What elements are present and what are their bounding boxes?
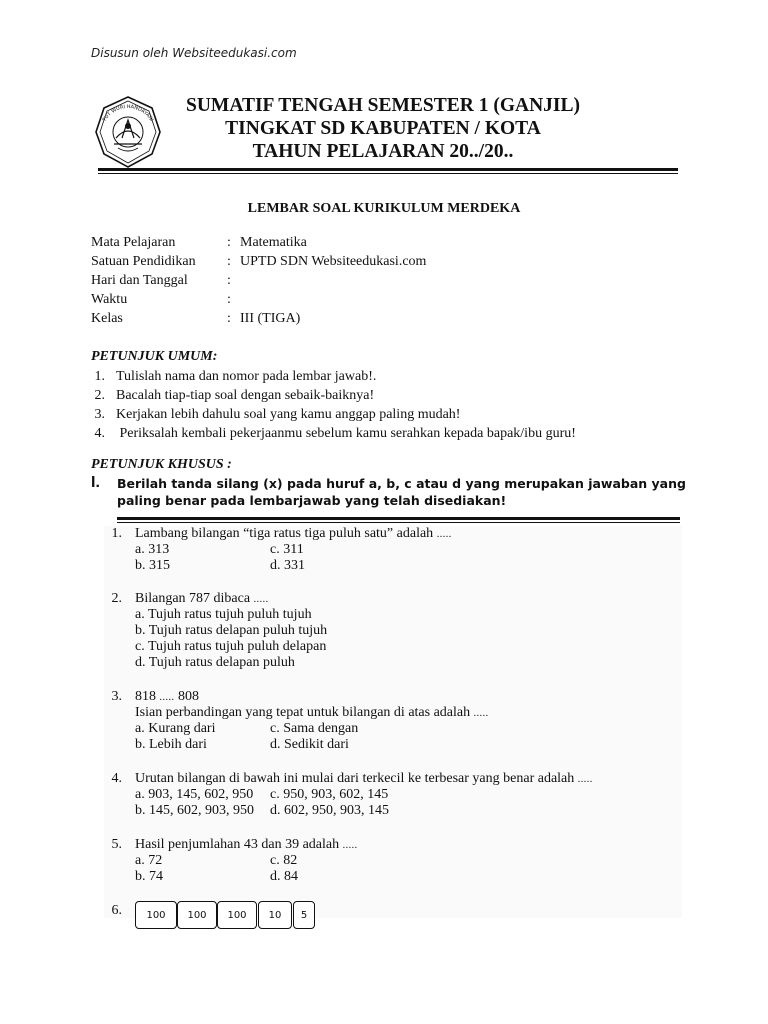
info-value: UPTD SDN Websiteedukasi.com	[240, 254, 427, 269]
special-instructions-heading: PETUNJUK KHUSUS :	[91, 457, 232, 472]
option-c[interactable]: c. Sama dengan	[270, 721, 359, 736]
option-d[interactable]: d. Sedikit dari	[270, 737, 349, 752]
option-c[interactable]: c. 950, 903, 602, 145	[270, 787, 389, 802]
document-credit: Disusun oleh Websiteedukasi.com	[91, 46, 297, 60]
question-number: 6.	[111, 903, 122, 918]
question-text: 818 ..... 808	[135, 689, 199, 704]
question-text: Urutan bilangan di bawah ini mulai dari terkecil ke terbesar yang benar adalah	[135, 771, 575, 786]
value-box: 10	[258, 901, 292, 929]
question-1: 1. Lambang bilangan “tiga ratus tiga puluh satu” adalah ..... a. 313 c. 311 b. 315 d. 331	[0, 526, 768, 574]
option-d[interactable]: d. Tujuh ratus delapan puluh	[135, 655, 295, 670]
value-box: 100	[177, 901, 217, 929]
option-d[interactable]: d. 602, 950, 903, 145	[270, 803, 389, 818]
option-a[interactable]: a. 72	[135, 853, 163, 868]
section-rule-thin	[117, 522, 680, 523]
value-box: 100	[217, 901, 257, 929]
header-rule-thick	[98, 168, 678, 171]
section-numeral: I.	[91, 474, 100, 491]
question-subtext: Isian perbandingan yang tepat untuk bilangan di atas adalah	[135, 705, 471, 720]
title-line-2: TINGKAT SD KABUPATEN / KOTA	[225, 118, 541, 139]
question-6	[0, 903, 130, 921]
option-b[interactable]: b. 145, 602, 903, 950	[135, 803, 254, 818]
info-label: Mata Pelajaran	[91, 235, 176, 250]
question-number: 3.	[111, 689, 122, 704]
special-instructions-text: Berilah tanda silang (x) pada huruf a, b, c atau d yang merupakan jawaban yang paling benar pada lembarjawab yang telah disediakan!	[117, 476, 686, 508]
info-value: III (TIGA)	[240, 311, 301, 326]
title-line-3: TAHUN PELAJARAN 20../20..	[252, 141, 514, 162]
value-box: 100	[135, 901, 177, 929]
exam-title	[168, 94, 598, 163]
question-number: 2.	[111, 591, 122, 606]
question-number: 4.	[111, 771, 122, 786]
option-c[interactable]: c. 311	[270, 542, 304, 557]
option-b[interactable]: b. 74	[135, 869, 163, 884]
info-label: Kelas	[91, 311, 123, 326]
question-4: 4. Urutan bilangan di bawah ini mulai dari terkecil ke terbesar yang benar adalah ..... a. 903, 145, 602, 950 c. 950, 903, 602, 145 b. 145, 602, 903, 950 d. 602, 950, 903, 145	[0, 771, 768, 819]
svg-text:TUT WURI HANDAYANI: TUT WURI HANDAYANI	[101, 103, 155, 123]
sheet-subtitle: LEMBAR SOAL KURIKULUM MERDEKA	[247, 201, 521, 216]
question-text: Hasil penjumlahan 43 dan 39 adalah	[135, 837, 340, 852]
question-text: Bilangan 787 dibaca	[135, 591, 251, 606]
question-5: 5. Hasil penjumlahan 43 dan 39 adalah ..... a. 72 c. 82 b. 74 d. 84	[0, 837, 768, 885]
info-value: Matematika	[240, 235, 307, 250]
question-text: Lambang bilangan “tiga ratus tiga puluh satu” adalah	[135, 526, 434, 541]
question-3: 3. 818 ..... 808 Isian perbandingan yang tepat untuk bilangan di atas adalah ..... a. Kurang dari c. Sama dengan b. Lebih dari d. Sedikit dari	[0, 689, 768, 753]
option-b[interactable]: b. 315	[135, 558, 170, 573]
question-number: 5.	[111, 837, 122, 852]
option-d[interactable]: d. 84	[270, 869, 298, 884]
title-line-1: SUMATIF TENGAH SEMESTER 1 (GANJIL)	[185, 95, 581, 116]
info-label: Waktu	[91, 292, 128, 307]
header-rule-thin	[98, 173, 678, 174]
info-label: Hari dan Tanggal	[91, 273, 188, 288]
option-b[interactable]: b. Lebih dari	[135, 737, 207, 752]
section-rule-thick	[117, 517, 680, 520]
option-c[interactable]: c. Tujuh ratus tujuh puluh delapan	[135, 639, 327, 654]
general-instructions-heading: PETUNJUK UMUM:	[91, 349, 218, 364]
info-label: Satuan Pendidikan	[91, 254, 196, 269]
option-c[interactable]: c. 82	[270, 853, 298, 868]
question-number: 1.	[111, 526, 122, 541]
value-box: 5	[293, 901, 315, 929]
option-a[interactable]: a. 313	[135, 542, 170, 557]
option-d[interactable]: d. 331	[270, 558, 305, 573]
tut-wuri-handayani-logo	[90, 94, 166, 170]
option-a[interactable]: a. Tujuh ratus tujuh puluh tujuh	[135, 607, 312, 622]
option-b[interactable]: b. Tujuh ratus delapan puluh tujuh	[135, 623, 328, 638]
option-a[interactable]: a. 903, 145, 602, 950	[135, 787, 254, 802]
option-a[interactable]: a. Kurang dari	[135, 721, 216, 736]
question-2: 2. Bilangan 787 dibaca ..... a. Tujuh ratus tujuh puluh tujuh b. Tujuh ratus delapan puluh tujuh c. Tujuh ratus tujuh puluh delapan d. Tujuh ratus delapan puluh	[0, 591, 768, 671]
